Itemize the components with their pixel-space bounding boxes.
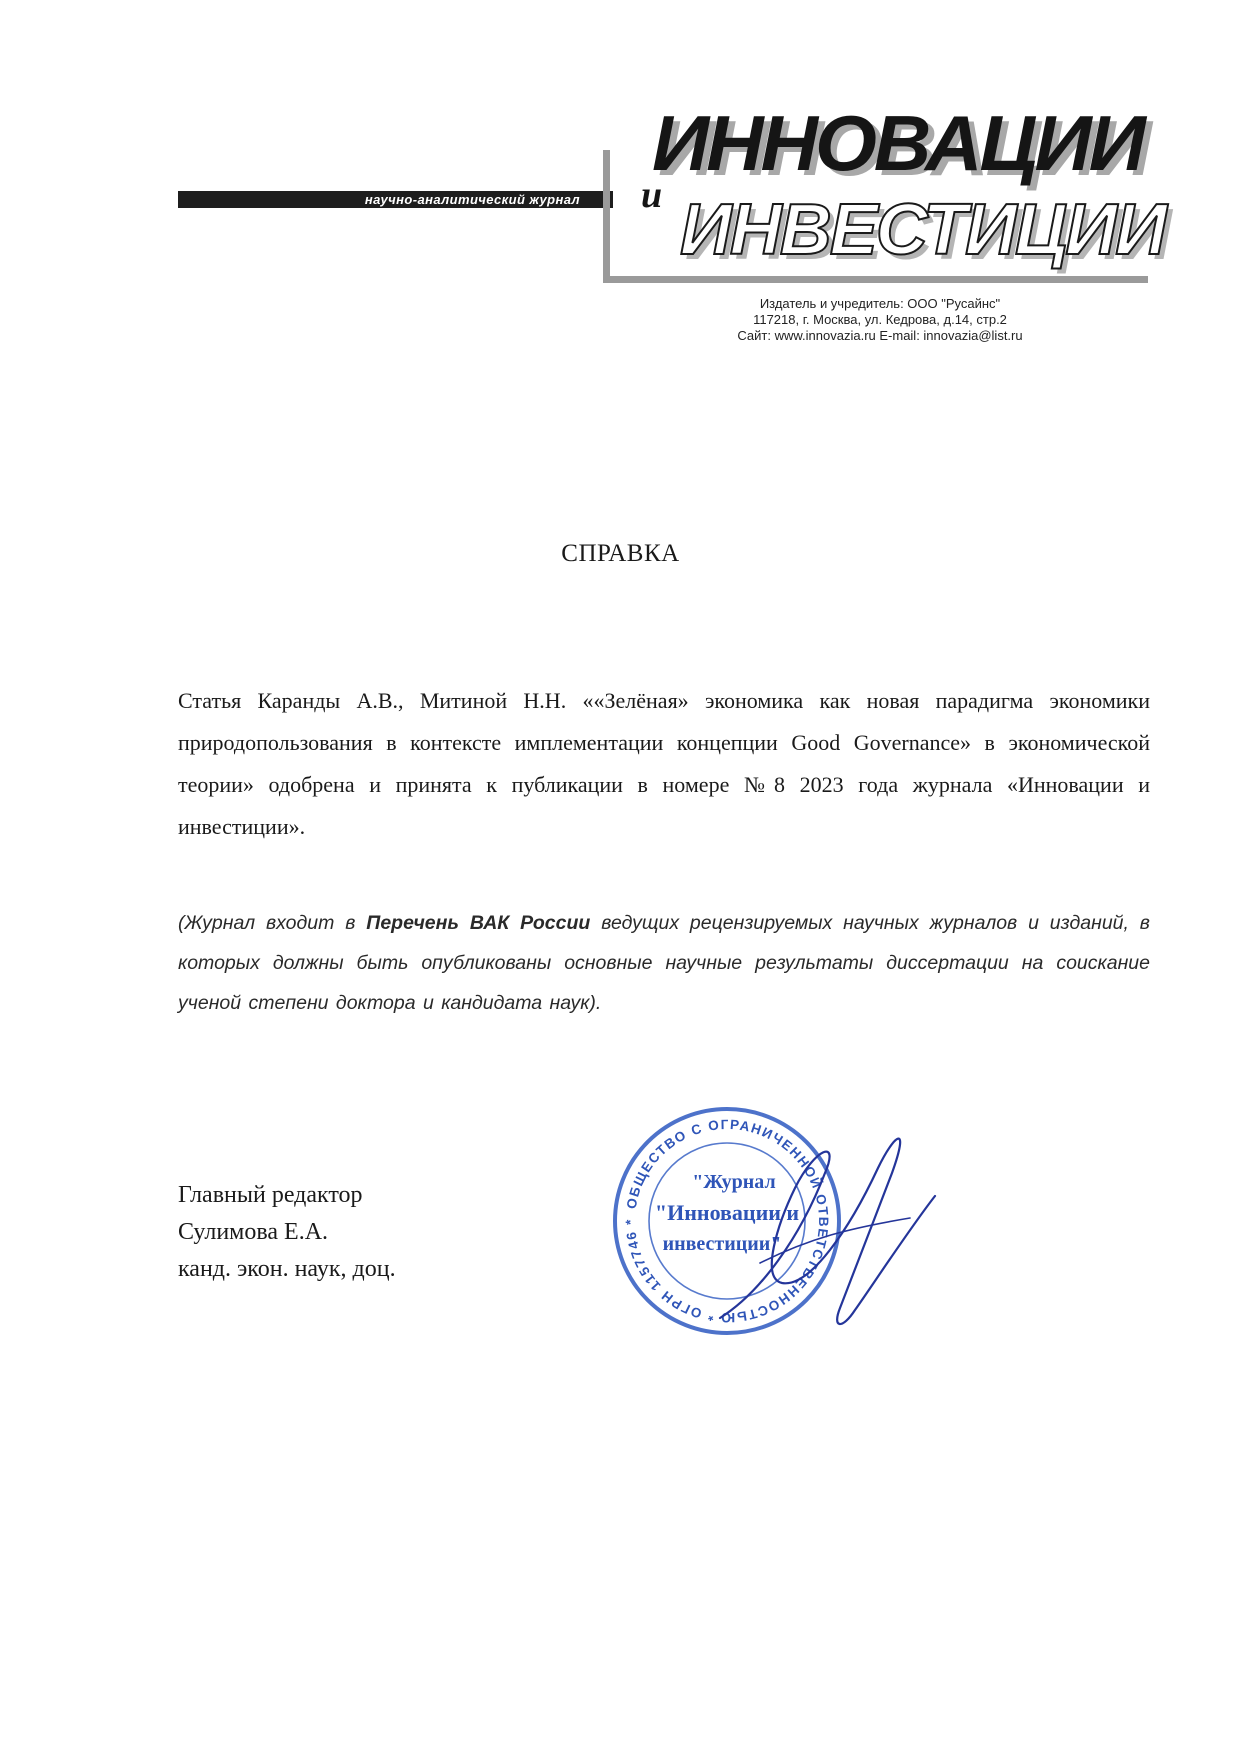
contacts-line: Сайт: www.innovazia.ru E-mail: innovazia@list.ru — [737, 328, 1023, 343]
vak-note — [178, 903, 1150, 1023]
logo-shadow — [603, 150, 610, 283]
stamp-inner-line2: "Инновации и — [654, 1200, 800, 1225]
document-title: СПРАВКА — [561, 540, 680, 567]
signer-name: Сулимова Е.А. — [178, 1219, 329, 1245]
stamp-seal-graphic — [610, 1078, 970, 1358]
publisher-info — [700, 296, 1060, 344]
main-paragraph: Статья Каранды А.В., Митиной Н.Н. ««Зелёная» экономика как новая парадигма экономики природопользования в контексте имплементации концепции Good Governance» в экономической теории» одобрена и принята к публикации в номере №8 2023 года журнала «Инновации и инвестиции». — [178, 688, 1150, 839]
address-line: 117218, г. Москва, ул. Кедрова, д.14, стр.2 — [753, 312, 1007, 327]
stamp-ring-text: ОБЩЕСТВО С ОГРАНИЧЕННОЙ ОТВЕТСТВЕННОСТЬЮ * ОГРН 1157746 * — [622, 1116, 832, 1326]
note-text-start: (Журнал входит в — [178, 912, 367, 934]
stamp-inner-line1: "Журнал — [692, 1171, 776, 1193]
stamp-seal — [610, 1078, 970, 1358]
journal-type-label: научно-аналитический журнал — [364, 192, 580, 207]
publisher-line: Издатель и учредитель: ООО "Русайнс" — [759, 296, 1001, 311]
note-text-end: ведущих рецензируемых научных журналов и изданий, в которых должны быть опубликованы основные научные результаты диссертации на соискание ученой степени доктора и кандидата наук). — [178, 912, 1150, 1014]
note-text-bold: Перечень ВАК России — [366, 912, 591, 934]
signer-position: Главный редактор — [178, 1182, 363, 1208]
logo-shadow-bottom — [603, 276, 1148, 283]
logo-title-investments: ИНВЕСТИЦИИ — [680, 190, 1165, 270]
stamp-inner-line3: инвестиции" — [662, 1233, 782, 1255]
logo-title-innovations: ИННОВАЦИИ — [652, 99, 1143, 187]
signer-degree: канд. экон. наук, доц. — [178, 1256, 396, 1282]
header-strip — [178, 191, 614, 208]
signature-block — [178, 1177, 396, 1288]
logo-conjunction: и — [641, 174, 663, 216]
